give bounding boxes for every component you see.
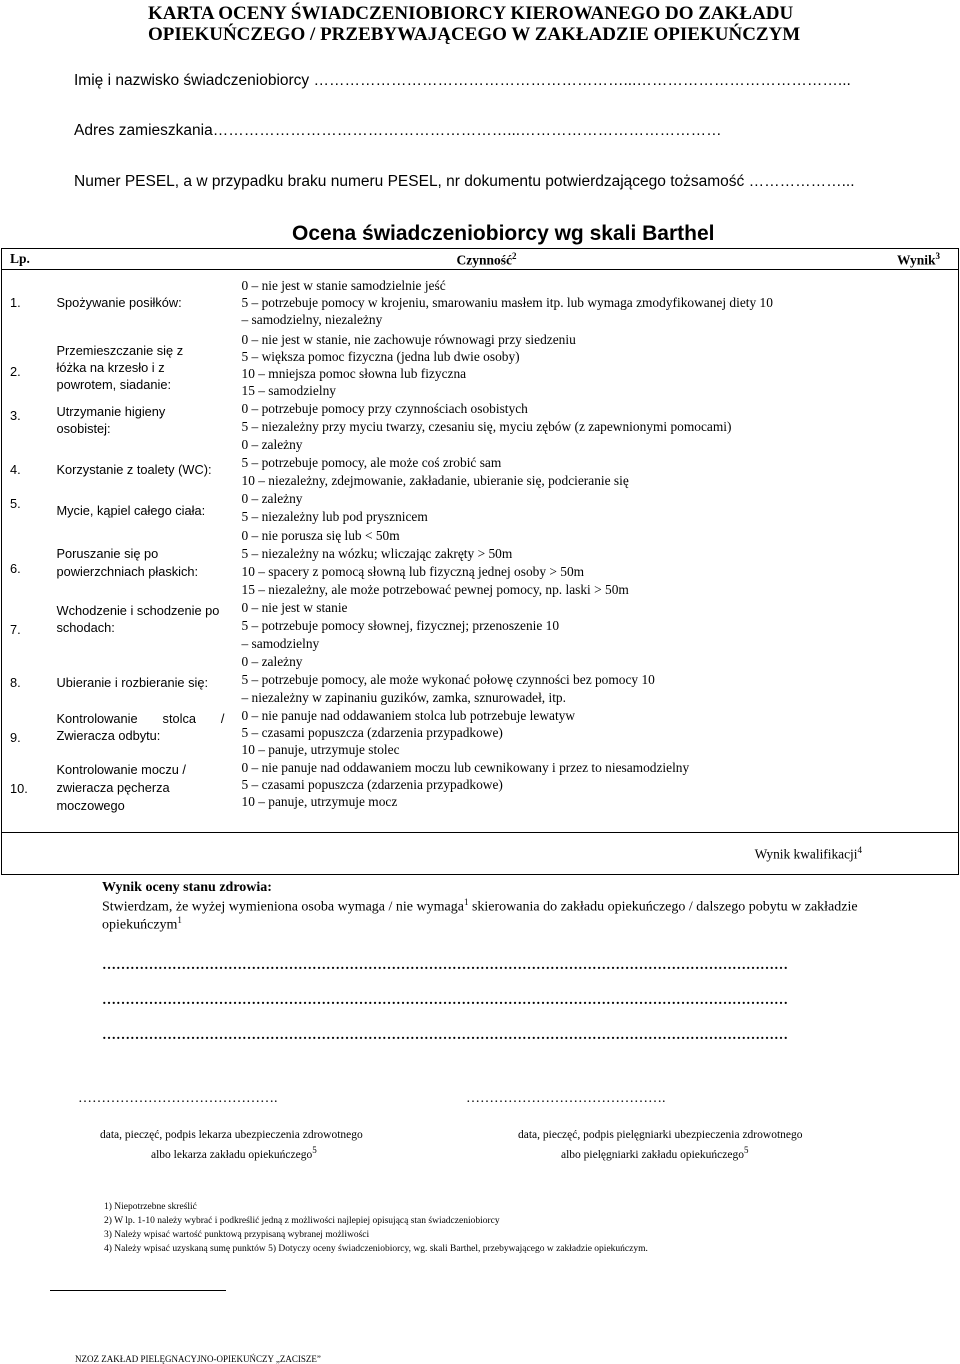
row-label-6b: powierzchniach płaskich: xyxy=(56,564,199,579)
dotted-line-2: ………………………………………………………………………………………………………………………………… xyxy=(102,993,788,1008)
row-label-9a: Kontrolowanie stolca / xyxy=(56,711,225,726)
dotted-line-1: ………………………………………………………………………………………………………………………………… xyxy=(102,958,788,973)
row-label-3a: Utrzymanie higieny xyxy=(56,404,166,419)
row-label-4: Korzystanie z toalety (WC): xyxy=(56,462,212,477)
dotted-line-3: ………………………………………………………………………………………………………………………………… xyxy=(102,1028,788,1043)
row-label-10a: Kontrolowanie moczu / xyxy=(56,762,186,777)
row-label-2a: Przemieszczanie się z xyxy=(56,343,184,358)
row-num-2: 2. xyxy=(10,364,21,379)
row8-option-0: 0 – zależny xyxy=(241,654,303,669)
row2-option-15: 15 – samodzielny xyxy=(241,383,336,398)
header-score-label: Wynik xyxy=(896,252,936,268)
signature-right-line2-text: albo pielęgniarki zakładu opiekuńczego xyxy=(561,1148,744,1161)
health-heading: Wynik oceny stanu zdrowia: xyxy=(102,880,272,895)
row-label-10c: moczowego xyxy=(56,798,125,813)
header-score-sup: 3 xyxy=(935,251,941,261)
row10-option-0: 0 – nie panuje nad oddawaniem moczu lub cewnikowany i przez to niesamodzielny xyxy=(241,760,690,775)
signature-left-line2-text: albo lekarza zakładu opiekuńczego xyxy=(151,1148,313,1161)
row-label-1: Spożywanie posiłków: xyxy=(56,295,182,310)
row10-option-10: 10 – panuje, utrzymuje mocz xyxy=(241,794,398,809)
row1-option-10: – samodzielny, niezależny xyxy=(241,312,383,327)
row9-option-10: 10 – panuje, utrzymuje stolec xyxy=(241,742,400,757)
address-field: Adres zamieszkania…………………………………………………...………………………………… xyxy=(74,122,722,139)
row4-option-0: 0 – zależny xyxy=(241,437,303,452)
row-num-8: 8. xyxy=(10,675,21,690)
footnote-3: 3) Należy wpisać wartość punktową przypisaną wybranej możliwości xyxy=(104,1230,370,1240)
row3-option-0: 0 – potrzebuje pomocy przy czynnościach osobistych xyxy=(241,401,528,416)
footnote-1: 1) Niepotrzebne skreślić xyxy=(104,1202,197,1212)
row-num-5: 5. xyxy=(10,496,21,511)
barthel-table xyxy=(1,248,959,875)
health-text-line2 xyxy=(102,915,182,934)
row-num-7: 7. xyxy=(10,622,21,637)
signature-right-line1: data, pieczęć, podpis pielęgniarki ubezpieczenia zdrowotnego xyxy=(518,1129,803,1141)
row7-option-0: 0 – nie jest w stanie xyxy=(241,600,348,615)
health-text-line2-sup: 1 xyxy=(177,915,182,925)
row4-option-5: 5 – potrzebuje pomocy, ale może coś zrobić sam xyxy=(241,455,502,470)
health-text-line1 xyxy=(102,897,858,916)
row6-option-0: 0 – nie porusza się lub < 50m xyxy=(241,528,400,543)
name-field: Imię i nazwisko świadczeniobiorcy ……………………………………………………...…………………………………... xyxy=(74,72,851,89)
lp-column xyxy=(2,270,50,833)
footnote-4: 4) Należy wpisać uzyskaną sumę punktów 5) Dotyczy oceny świadczeniobiorcy, wg. skali Barthel, przebywającego w zakładzie opiekuńczym. xyxy=(104,1244,648,1254)
row5-option-0: 0 – zależny xyxy=(241,491,303,506)
signature-right-line2 xyxy=(561,1145,748,1161)
signature-left-line2 xyxy=(151,1145,317,1161)
result-sup: 4 xyxy=(857,844,863,855)
barthel-title: Ocena świadczeniobiorcy wg skali Barthel xyxy=(292,222,715,245)
header-score xyxy=(884,249,959,270)
row6-option-10: 10 – spacery z pomocą słowną lub fizyczną jednej osoby > 50m xyxy=(241,564,585,579)
signature-dots-left: ……………………………………. xyxy=(78,1091,278,1106)
row-label-6a: Poruszanie się po xyxy=(56,546,159,561)
health-text-part2: skierowania do zakładu opiekuńczego / dalszego pobytu w zakładzie xyxy=(471,899,858,915)
row-label-7b: schodach: xyxy=(56,620,115,635)
row-label-2b: łóżka na krzesło i z xyxy=(56,360,165,375)
row-num-1: 1. xyxy=(10,295,21,310)
row6-option-15: 15 – niezależny, ale może potrzebować pewnej pomocy, np. laski > 50m xyxy=(241,582,629,597)
health-text-line2-label: opiekuńczym xyxy=(102,917,178,933)
row-label-8: Ubieranie i rozbieranie się: xyxy=(56,675,209,690)
row-label-9b: Zwieracza odbytu: xyxy=(56,728,161,743)
header-lp: Lp. xyxy=(2,249,50,270)
header-activity xyxy=(50,249,884,270)
result-label: Wynik kwalifikacji xyxy=(754,846,858,862)
row-label-5: Mycie, kąpiel całego ciała: xyxy=(56,503,206,518)
row5-option-5: 5 – niezależny lub pod prysznicem xyxy=(241,509,428,524)
row4-option-10: 10 – niezależny, zdejmowanie, zakładanie, ubieranie się, podcieranie się xyxy=(241,473,629,488)
row2-option-5: 5 – większa pomoc fizyczna (jedna lub dwie osoby) xyxy=(241,349,520,364)
row7-option-10: – samodzielny xyxy=(241,636,320,651)
footer-text: NZOZ ZAKŁAD PIELĘGNACYJNO-OPIEKUŃCZY „ZACISZE” xyxy=(75,1354,321,1364)
signature-right-sup: 5 xyxy=(743,1145,749,1155)
row-num-6: 6. xyxy=(10,561,21,576)
row3-option-5: 5 – niezależny przy myciu twarzy, czesaniu się, myciu zębów (z zapewnionymi pomocami) xyxy=(241,419,732,434)
row-num-10: 10. xyxy=(10,781,28,796)
health-text-sup: 1 xyxy=(463,897,469,907)
row7-option-5: 5 – potrzebuje pomocy słownej, fizycznej; przenoszenie 10 xyxy=(241,618,560,633)
signature-left-line1: data, pieczęć, podpis lekarza ubezpieczenia zdrowotnego xyxy=(100,1129,363,1141)
row2-option-0: 0 – nie jest w stanie, nie zachowuje równowagi przy siedzeniu xyxy=(241,332,576,347)
options-column xyxy=(231,270,959,833)
row9-option-0: 0 – nie panuje nad oddawaniem stolca lub potrzebuje lewatyw xyxy=(241,708,576,723)
row-label-2c: powrotem, siadanie: xyxy=(56,377,172,392)
health-text-part1: Stwierdzam, że wyżej wymieniona osoba wymaga / nie wymaga xyxy=(102,899,464,915)
signature-left-sup: 5 xyxy=(312,1145,317,1155)
result-row xyxy=(2,833,959,875)
row-num-4: 4. xyxy=(10,462,21,477)
document-title-line1: KARTA OCENY ŚWIADCZENIOBIORCY KIEROWANEGO DO ZAKŁADU xyxy=(148,3,794,24)
row-label-10b: zwieracza pęcherza xyxy=(56,780,170,795)
row6-option-5: 5 – niezależny na wózku; wliczając zakręty > 50m xyxy=(241,546,513,561)
row10-option-5: 5 – czasami popuszcza (zdarzenia przypadkowe) xyxy=(241,777,503,792)
row2-option-10: 10 – mniejsza pomoc słowna lub fizyczna xyxy=(241,366,467,381)
footer-divider xyxy=(50,1290,226,1291)
row9-option-5: 5 – czasami popuszcza (zdarzenia przypadkowe) xyxy=(241,725,503,740)
row-num-9: 9. xyxy=(10,730,21,745)
row8-option-5: 5 – potrzebuje pomocy, ale może wykonać połowę czynności bez pomocy 10 xyxy=(241,672,655,687)
row8-option-10: – niezależny w zapinaniu guzików, zamka, sznurowadeł, itp. xyxy=(241,690,566,705)
row-label-3b: osobistej: xyxy=(56,421,111,436)
row1-option-0: 0 – nie jest w stanie samodzielnie jeść xyxy=(241,278,446,293)
signature-dots-right: ……………………………………. xyxy=(466,1091,666,1106)
header-activity-label: Czynność xyxy=(456,252,513,268)
footnote-2: 2) W lp. 1-10 należy wybrać i podkreślić jedną z możliwości najlepiej opisującą stan świadczeniobiorcy xyxy=(104,1216,500,1226)
pesel-field: Numer PESEL, a w przypadku braku numeru PESEL, nr dokumentu potwierdzającego tożsamość ………………... xyxy=(74,173,855,190)
row-label-7a: Wchodzenie i schodzenie po xyxy=(56,603,220,618)
document-title-line2: OPIEKUŃCZEGO / PRZEBYWAJĄCEGO W ZAKŁADZIE OPIEKUŃCZYM xyxy=(148,24,801,45)
row1-option-5: 5 – potrzebuje pomocy w krojeniu, smarowaniu masłem itp. lub wymaga zmodyfikowanej diety 10 xyxy=(241,295,773,310)
row-num-3: 3. xyxy=(10,408,21,423)
activity-column xyxy=(50,270,231,833)
header-activity-sup: 2 xyxy=(512,251,517,261)
